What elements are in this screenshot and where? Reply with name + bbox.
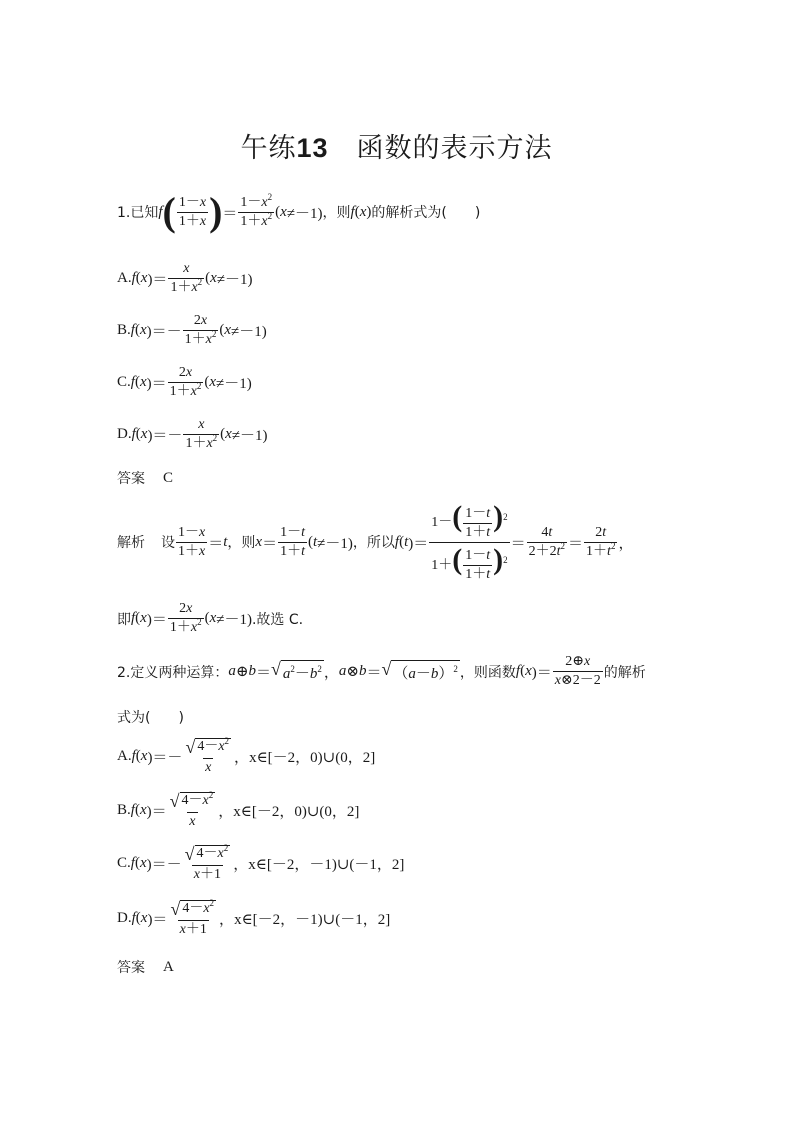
answer-1: 答案 C xyxy=(117,469,174,487)
question-1-stem: 1.已知 f ( $\frac{1-x}{1+x}$ ) ＝ $\frac{1-x^2}{1+x^2}$ ( x ≠－1) ，则 f ( x ) 的解析式为( ) xyxy=(117,189,481,234)
option-2b: B. f ( x )＝ √ $4-x^2$ x ， x∈[－2，0)∪(0，2] xyxy=(117,790,360,829)
option-2c: C. f ( x )＝－ √ $4-x^2$ x＋1 ， x∈[－2，－1)∪(－1，2] xyxy=(117,843,405,882)
option-a: A. f ( x )＝ $\frac{x}{1+x^2}$ ( x ≠－1) xyxy=(117,261,253,295)
option-d: D. f ( x )＝－ $\frac{x}{1+x^2}$ ( x ≠－1) xyxy=(117,417,268,451)
option-c: C. f ( x )＝ $\frac{2x}{1+x^2}$ ( x ≠－1) xyxy=(117,365,252,399)
question-2-stem-line2: 式为( ) xyxy=(117,710,184,726)
analysis-1: 解析 设 $\frac{1-x}{1+x}$ ＝ t ，则 x ＝ $\frac{1-t}{1+t}$ ( t ≠－1) ，所以 f ( t )＝ 1－( $\frac{1-t}{1+t}$ )$^2$ 1＋( $\frac{1-t}{1+t}$ )$^2$ ＝ $\frac{4t}{2+2t^2}$ ＝ $\frac{2t}{1+t^2}$ ， xyxy=(117,500,634,582)
answer-2: 答案 A xyxy=(117,958,174,976)
page-title: 午练13 函数的表示方法 xyxy=(240,133,553,164)
question-2-stem: 2.定义两种运算： a ⊕ b ＝ √ $a^2-b^2$ ， a ⊗ b ＝ √ $(a-b)^2$ ，则函数 f ( x )＝ $\frac{2\oplus x}{x\otimes 2-2}$ 的解析 xyxy=(117,654,646,688)
option-2a: A. f ( x )＝－ √ $4-x^2$ x ， x∈[－2，0)∪(0，2] xyxy=(117,736,376,775)
option-2d: D. f ( x )＝ √ $4-x^2$ x＋1 ， x∈[－2，－1)∪(－1，2] xyxy=(117,898,391,937)
option-b: B. f ( x )＝－ $\frac{2x}{1+x^2}$ ( x ≠－1) xyxy=(117,313,267,347)
analysis-1-conclusion: 即 f ( x )＝ $\frac{2x}{1+x^2}$ ( x ≠－1) .故选 C. xyxy=(117,601,304,635)
